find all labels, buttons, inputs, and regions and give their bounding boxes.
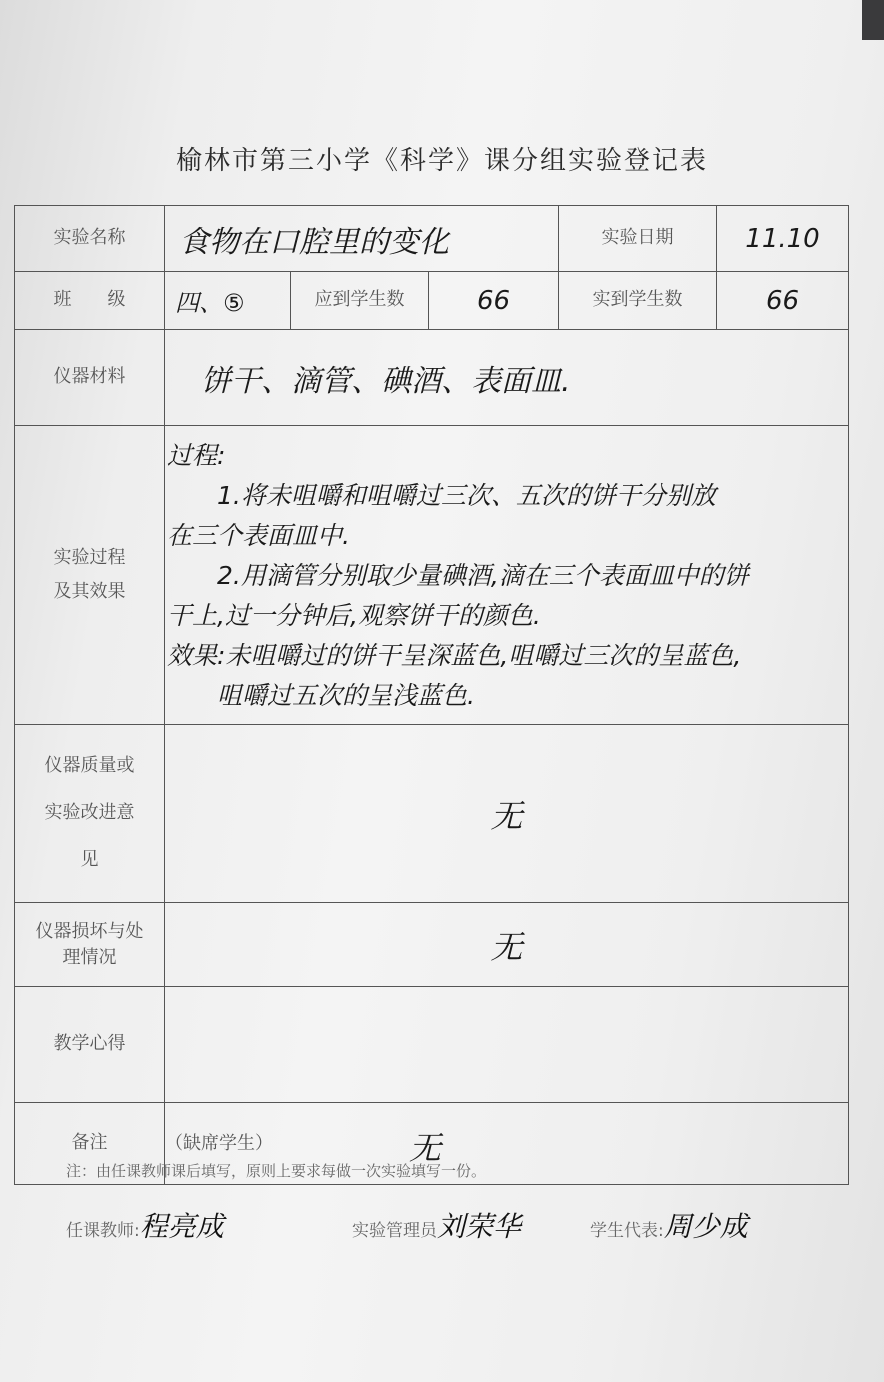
label-damage: 仪器损坏与处理情况: [15, 903, 165, 987]
row-materials: [15, 330, 849, 426]
row-process: [15, 426, 849, 725]
student-signature: [590, 1205, 748, 1245]
admin-name: 刘荣华: [437, 1210, 522, 1243]
label-absent: （缺席学生）: [165, 1133, 273, 1154]
label-process: 实验过程及其效果: [15, 426, 165, 725]
admin-label: 实验管理员: [352, 1221, 437, 1241]
label-class: 班 级: [15, 272, 165, 330]
value-expected-students: 66: [429, 272, 559, 330]
value-experiment-date: 11.10: [717, 206, 849, 272]
value-actual-students: 66: [717, 272, 849, 330]
value-class: 四、⑤: [165, 272, 291, 330]
value-improvement: 无: [165, 725, 849, 903]
teacher-label: 任课教师:: [66, 1221, 140, 1241]
row-improvement: [15, 725, 849, 903]
process-line: 1.将未咀嚼和咀嚼过三次、五次的饼干分别放: [167, 481, 716, 510]
value-remarks: 无: [409, 1129, 442, 1167]
label-expected-students: 应到学生数: [291, 272, 429, 330]
row-teaching: [15, 987, 849, 1103]
row-name-date: [15, 206, 849, 272]
row-damage: [15, 903, 849, 987]
value-experiment-name: 食物在口腔里的变化: [165, 206, 559, 272]
process-line: 干上,过一分钟后,观察饼干的颜色.: [167, 601, 541, 630]
label-experiment-date: 实验日期: [559, 206, 717, 272]
label-actual-students: 实到学生数: [559, 272, 717, 330]
row-class-students: [15, 272, 849, 330]
process-line: 效果:未咀嚼过的饼干呈深蓝色,咀嚼过三次的呈蓝色,: [167, 641, 742, 670]
label-materials: 仪器材料: [15, 330, 165, 426]
process-line: 在三个表面皿中.: [167, 521, 350, 550]
student-label: 学生代表:: [590, 1221, 664, 1241]
process-line: 咀嚼过五次的呈浅蓝色.: [167, 681, 475, 710]
label-improvement: 仪器质量或实验改进意见: [15, 725, 165, 903]
value-materials: 饼干、滴管、碘酒、表面皿.: [165, 330, 849, 426]
form-title: 榆林市第三小学《科学》课分组实验登记表: [175, 146, 708, 176]
teacher-signature: [66, 1205, 224, 1245]
student-name: 周少成: [663, 1210, 748, 1243]
value-teaching: [165, 987, 849, 1103]
footer-note: 注：由任课教师课后填写，原则上要求每做一次实验填写一份。: [66, 1162, 487, 1180]
label-remarks: 备注: [15, 1103, 165, 1185]
process-line: 2.用滴管分别取少量碘酒,滴在三个表面皿中的饼: [167, 561, 749, 590]
background-edge: [862, 0, 884, 40]
registration-table: [14, 205, 849, 1185]
value-process: [165, 426, 849, 725]
label-experiment-name: 实验名称: [15, 206, 165, 272]
teacher-name: 程亮成: [139, 1210, 224, 1243]
admin-signature: [352, 1205, 521, 1245]
label-teaching: 教学心得: [15, 987, 165, 1103]
process-line: 过程:: [167, 441, 226, 470]
value-damage: 无: [165, 903, 849, 987]
